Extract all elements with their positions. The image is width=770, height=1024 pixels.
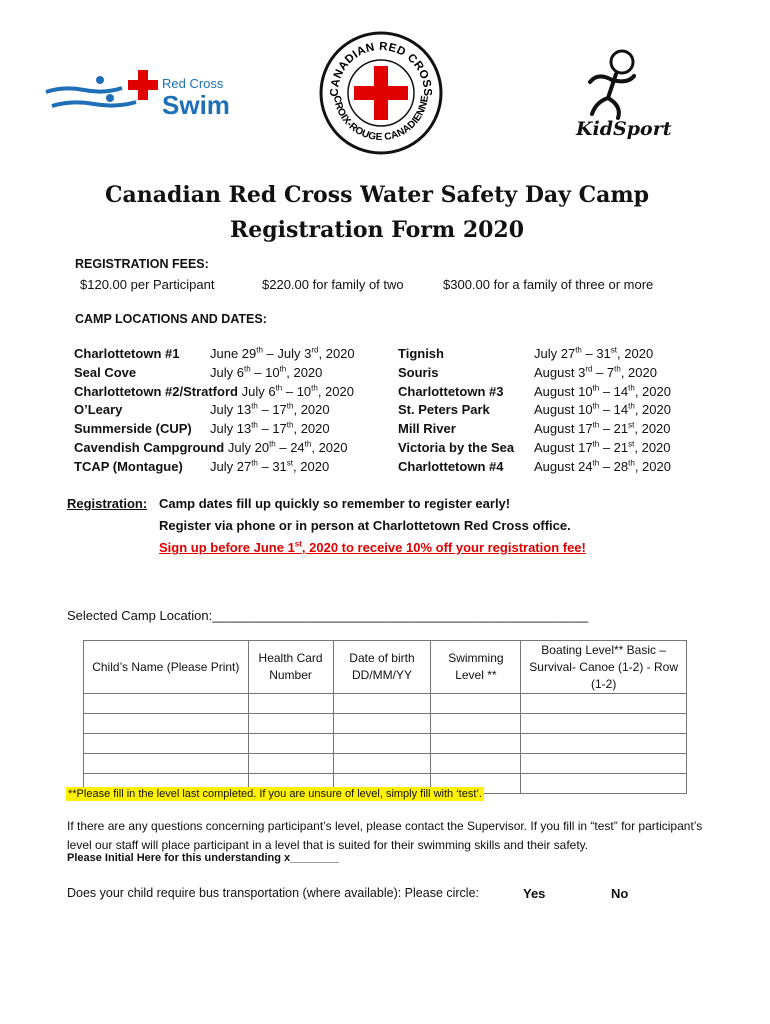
location-date: August 10th – 14th, 2020 — [534, 402, 671, 418]
col-header-boating-level: Boating Level** Basic – Survival- Canoe (1-2) - Row (1-2) — [521, 641, 687, 694]
table-cell[interactable] — [84, 714, 249, 734]
registration-label: Registration: — [67, 496, 148, 511]
location-row — [398, 458, 698, 477]
location-name: Charlottetown #2/Stratford — [74, 383, 238, 399]
level-note — [66, 784, 484, 802]
table-cell[interactable] — [333, 714, 431, 734]
location-date: August 10th – 14th, 2020 — [534, 383, 671, 399]
location-name: Victoria by the Sea — [398, 439, 515, 455]
kidsport-text: KidSport — [576, 118, 672, 140]
location-date: August 24th – 28th, 2020 — [534, 458, 671, 474]
location-name: Souris — [398, 364, 439, 380]
col-header-child-name: Child’s Name (Please Print) — [84, 641, 249, 694]
col-header-date-of-birth: Date of birth DD/MM/YY — [333, 641, 431, 694]
table-cell[interactable] — [84, 694, 249, 714]
location-row — [74, 458, 394, 477]
crc-top-text: CANADIAN RED CROSS — [328, 40, 434, 97]
table-row — [84, 734, 687, 754]
crc-bottom-text: CROIX-ROUGE CANADIENNE — [330, 94, 431, 144]
locations-right — [398, 345, 698, 477]
bus-question: Does your child require bus transportation (where available): Please circle: — [67, 886, 480, 900]
location-row — [398, 364, 698, 383]
page-title: Canadian Red Cross Water Safety Day Camp — [104, 182, 650, 208]
table-cell[interactable] — [521, 714, 687, 734]
fee-individual: $120.00 per Participant — [80, 277, 215, 292]
swim-logo-line2: Swim — [162, 90, 230, 120]
fee-family-two: $220.00 for family of two — [262, 277, 404, 292]
selected-camp-blank[interactable]: ____________________________________________________ — [212, 608, 589, 623]
location-name: O’Leary — [74, 402, 123, 418]
location-row — [398, 439, 698, 458]
level-note-text: **Please fill in the level last completed. If you are unsure of level, simply fill with ‘test’. — [68, 788, 482, 800]
location-date: July 6th – 10th, 2020 — [210, 364, 323, 380]
swimmer-icon — [46, 76, 136, 106]
red-cross-icon — [354, 66, 408, 120]
location-name: Tignish — [398, 346, 444, 361]
table-cell[interactable] — [248, 754, 333, 774]
location-row — [74, 420, 394, 439]
location-name: Cavendish Campground — [74, 439, 225, 455]
location-date: July 20th – 24th, 2020 — [227, 439, 348, 455]
locations-heading: CAMP LOCATIONS AND DATES: — [75, 312, 267, 326]
registration-table — [83, 640, 687, 794]
registration-line1: Camp dates fill up quickly so remember to register early! — [159, 496, 511, 511]
table-cell[interactable] — [521, 694, 687, 714]
location-date: August 17th – 21st, 2020 — [534, 439, 671, 455]
location-date: August 17th – 21st, 2020 — [534, 420, 671, 437]
location-row — [74, 439, 394, 458]
table-row — [84, 714, 687, 734]
locations-left — [74, 345, 394, 477]
location-name: Seal Cove — [74, 364, 137, 380]
selected-camp-location[interactable] — [67, 608, 588, 623]
col-header-health-card: Health Card Number — [248, 641, 333, 694]
location-date: June 29th – July 3rd, 2020 — [210, 345, 355, 361]
location-date: July 27th – 31st, 2020 — [210, 458, 330, 474]
red-cross-icon — [128, 70, 158, 100]
table-cell[interactable] — [84, 754, 249, 774]
location-name: St. Peters Park — [398, 402, 490, 418]
location-row — [74, 345, 394, 364]
fee-family-three: $300.00 for a family of three or more — [443, 277, 654, 292]
location-date: August 3rd – 7th, 2020 — [534, 364, 657, 380]
table-cell[interactable] — [431, 714, 521, 734]
initial-line[interactable]: Please Initial Here for this understanding x________ — [67, 852, 340, 864]
location-name: Mill River — [398, 421, 456, 437]
table-row — [84, 694, 687, 714]
location-date: July 13th – 17th, 2020 — [210, 420, 330, 437]
red-cross-swim-logo — [44, 68, 244, 128]
table-cell[interactable] — [333, 734, 431, 754]
location-name: Charlottetown #4 — [398, 458, 504, 474]
registration-discount: Sign up before June 1st, 2020 to receive 10% off your registration fee! — [159, 539, 586, 555]
location-date: July 27th – 31st, 2020 — [534, 345, 654, 361]
bus-no-option[interactable]: No — [611, 886, 629, 901]
location-date: July 6th – 10th, 2020 — [241, 383, 354, 399]
running-figure-icon — [590, 51, 634, 118]
page-subtitle: Registration Form 2020 — [229, 217, 525, 243]
table-cell[interactable] — [248, 734, 333, 754]
table-cell[interactable] — [84, 734, 249, 754]
location-name: TCAP (Montague) — [74, 458, 183, 474]
selected-camp-label: Selected Camp Location: — [67, 608, 213, 623]
table-cell[interactable] — [431, 694, 521, 714]
registration-line2: Register via phone or in person at Charlottetown Red Cross office. — [159, 518, 571, 533]
location-name: Charlottetown #3 — [398, 383, 504, 399]
location-row — [398, 383, 698, 402]
table-row — [84, 754, 687, 774]
location-row — [398, 420, 698, 439]
table-cell[interactable] — [521, 754, 687, 774]
location-row — [398, 345, 698, 364]
bus-yes-option[interactable]: Yes — [523, 886, 546, 901]
location-name: Summerside (CUP) — [74, 421, 192, 437]
location-row — [74, 364, 394, 383]
location-row — [74, 383, 394, 402]
level-paragraph: If there are any questions concerning participant’s level, please contact the Supervisor. If you fill in “test” for participant’s level our staff will place participant in a level that is suited for their swimming skills and their safety. — [67, 819, 703, 852]
table-cell[interactable] — [521, 774, 687, 794]
kidsport-logo — [572, 48, 672, 150]
fees-heading: REGISTRATION FEES: — [75, 257, 209, 271]
table-cell[interactable] — [521, 734, 687, 754]
col-header-swimming-level: Swimming Level ** — [431, 641, 521, 694]
location-row — [398, 401, 698, 420]
table-cell[interactable] — [431, 734, 521, 754]
canadian-red-cross-logo — [318, 30, 444, 156]
swim-logo-line1: Red Cross — [162, 76, 224, 91]
location-name: Charlottetown #1 — [74, 346, 180, 361]
table-cell[interactable] — [333, 694, 431, 714]
table-cell[interactable] — [248, 694, 333, 714]
table-cell[interactable] — [333, 754, 431, 774]
location-date: July 13th – 17th, 2020 — [210, 402, 330, 418]
table-cell[interactable] — [248, 714, 333, 734]
location-row — [74, 401, 394, 420]
table-cell[interactable] — [431, 754, 521, 774]
